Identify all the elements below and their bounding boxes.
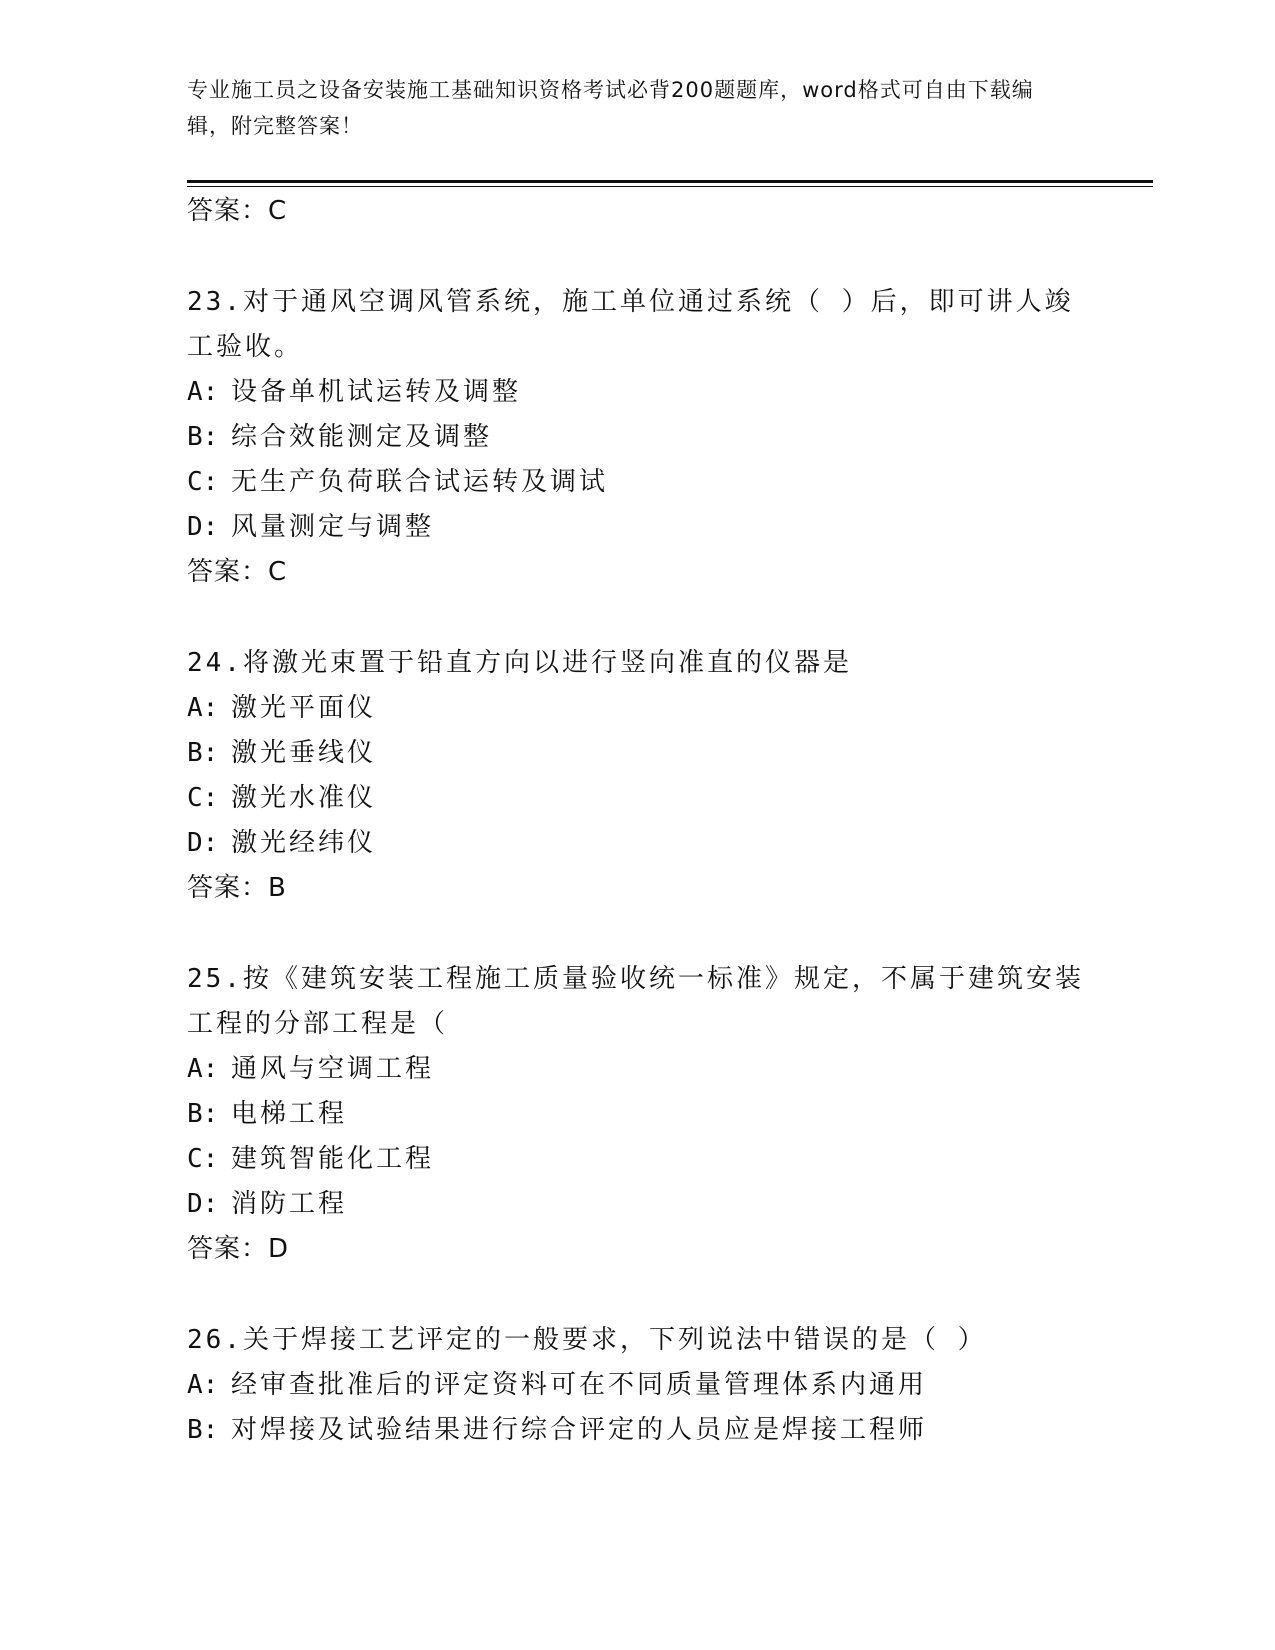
question-stem: 24.将激光束置于铅直方向以进行竖向准直的仪器是 (187, 648, 852, 678)
option-letter: C: (187, 467, 219, 497)
spacer (187, 911, 1153, 957)
option-a (187, 686, 1087, 731)
question-item (187, 957, 1087, 1272)
option-a (187, 1047, 1087, 1092)
option-text: 综合效能测定及调整 (231, 422, 493, 452)
option-d (187, 821, 1087, 866)
option-letter: A: (187, 377, 219, 407)
option-letter: B: (187, 1099, 219, 1129)
option-letter: D: (187, 512, 219, 542)
option-text: 设备单机试运转及调整 (231, 377, 522, 407)
question-stem: 25.按《建筑安装工程施工质量验收统一标准》规定，不属于建筑安装工程的分部工程是（ (187, 964, 1084, 1039)
answer-line: 答案：C (187, 557, 288, 587)
spacer (187, 234, 1153, 280)
option-a (187, 370, 1087, 415)
question-stem: 26.关于焊接工艺评定的一般要求，下列说法中错误的是（ ） (187, 1325, 987, 1355)
option-letter: A: (187, 1370, 219, 1400)
question-item (187, 1318, 1087, 1453)
option-text: 经审查批准后的评定资料可在不同质量管理体系内通用 (231, 1370, 928, 1400)
header-divider-thick (187, 180, 1153, 183)
option-letter: D: (187, 1189, 219, 1219)
option-letter: D: (187, 828, 219, 858)
option-text: 激光垂线仪 (231, 738, 377, 768)
option-text: 对焊接及试验结果进行综合评定的人员应是焊接工程师 (231, 1415, 928, 1445)
document-header (187, 72, 1067, 144)
question-list (187, 189, 1153, 1453)
spacer (187, 1272, 1153, 1318)
question-stem: 23.对于通风空调风管系统，施工单位通过系统（ ）后，即可讲人竣工验收。 (187, 287, 1074, 362)
option-text: 通风与空调工程 (231, 1054, 435, 1084)
option-text: 电梯工程 (231, 1099, 348, 1129)
option-letter: C: (187, 783, 219, 813)
option-text: 激光平面仪 (231, 693, 377, 723)
option-text: 激光水准仪 (231, 783, 377, 813)
option-text: 消防工程 (231, 1189, 348, 1219)
option-c (187, 460, 1087, 505)
answer-line: 答案：B (187, 873, 287, 903)
question-item (187, 280, 1087, 595)
option-letter: B: (187, 1415, 219, 1445)
option-letter: B: (187, 422, 219, 452)
option-text: 激光经纬仪 (231, 828, 377, 858)
option-c (187, 776, 1087, 821)
spacer (187, 595, 1153, 641)
option-text: 无生产负荷联合试运转及调试 (231, 467, 609, 497)
question-item (187, 641, 1087, 911)
option-letter: A: (187, 1054, 219, 1084)
answer-line: 答案：C (187, 196, 288, 226)
answer-line: 答案：D (187, 1234, 290, 1264)
option-b (187, 1408, 1087, 1453)
option-letter: C: (187, 1144, 219, 1174)
option-b (187, 415, 1087, 460)
option-d (187, 1182, 1087, 1227)
option-b (187, 1092, 1087, 1137)
header-divider-thin (187, 186, 1153, 187)
option-a (187, 1363, 1087, 1408)
header-text: 专业施工员之设备安装施工基础知识资格考试必背200题题库，word格式可自由下载编辑，附完整答案！ (187, 78, 1034, 138)
option-text: 建筑智能化工程 (231, 1144, 435, 1174)
option-b (187, 731, 1087, 776)
option-c (187, 1137, 1087, 1182)
option-d (187, 505, 1087, 550)
option-text: 风量测定与调整 (231, 512, 435, 542)
option-letter: A: (187, 693, 219, 723)
option-letter: B: (187, 738, 219, 768)
